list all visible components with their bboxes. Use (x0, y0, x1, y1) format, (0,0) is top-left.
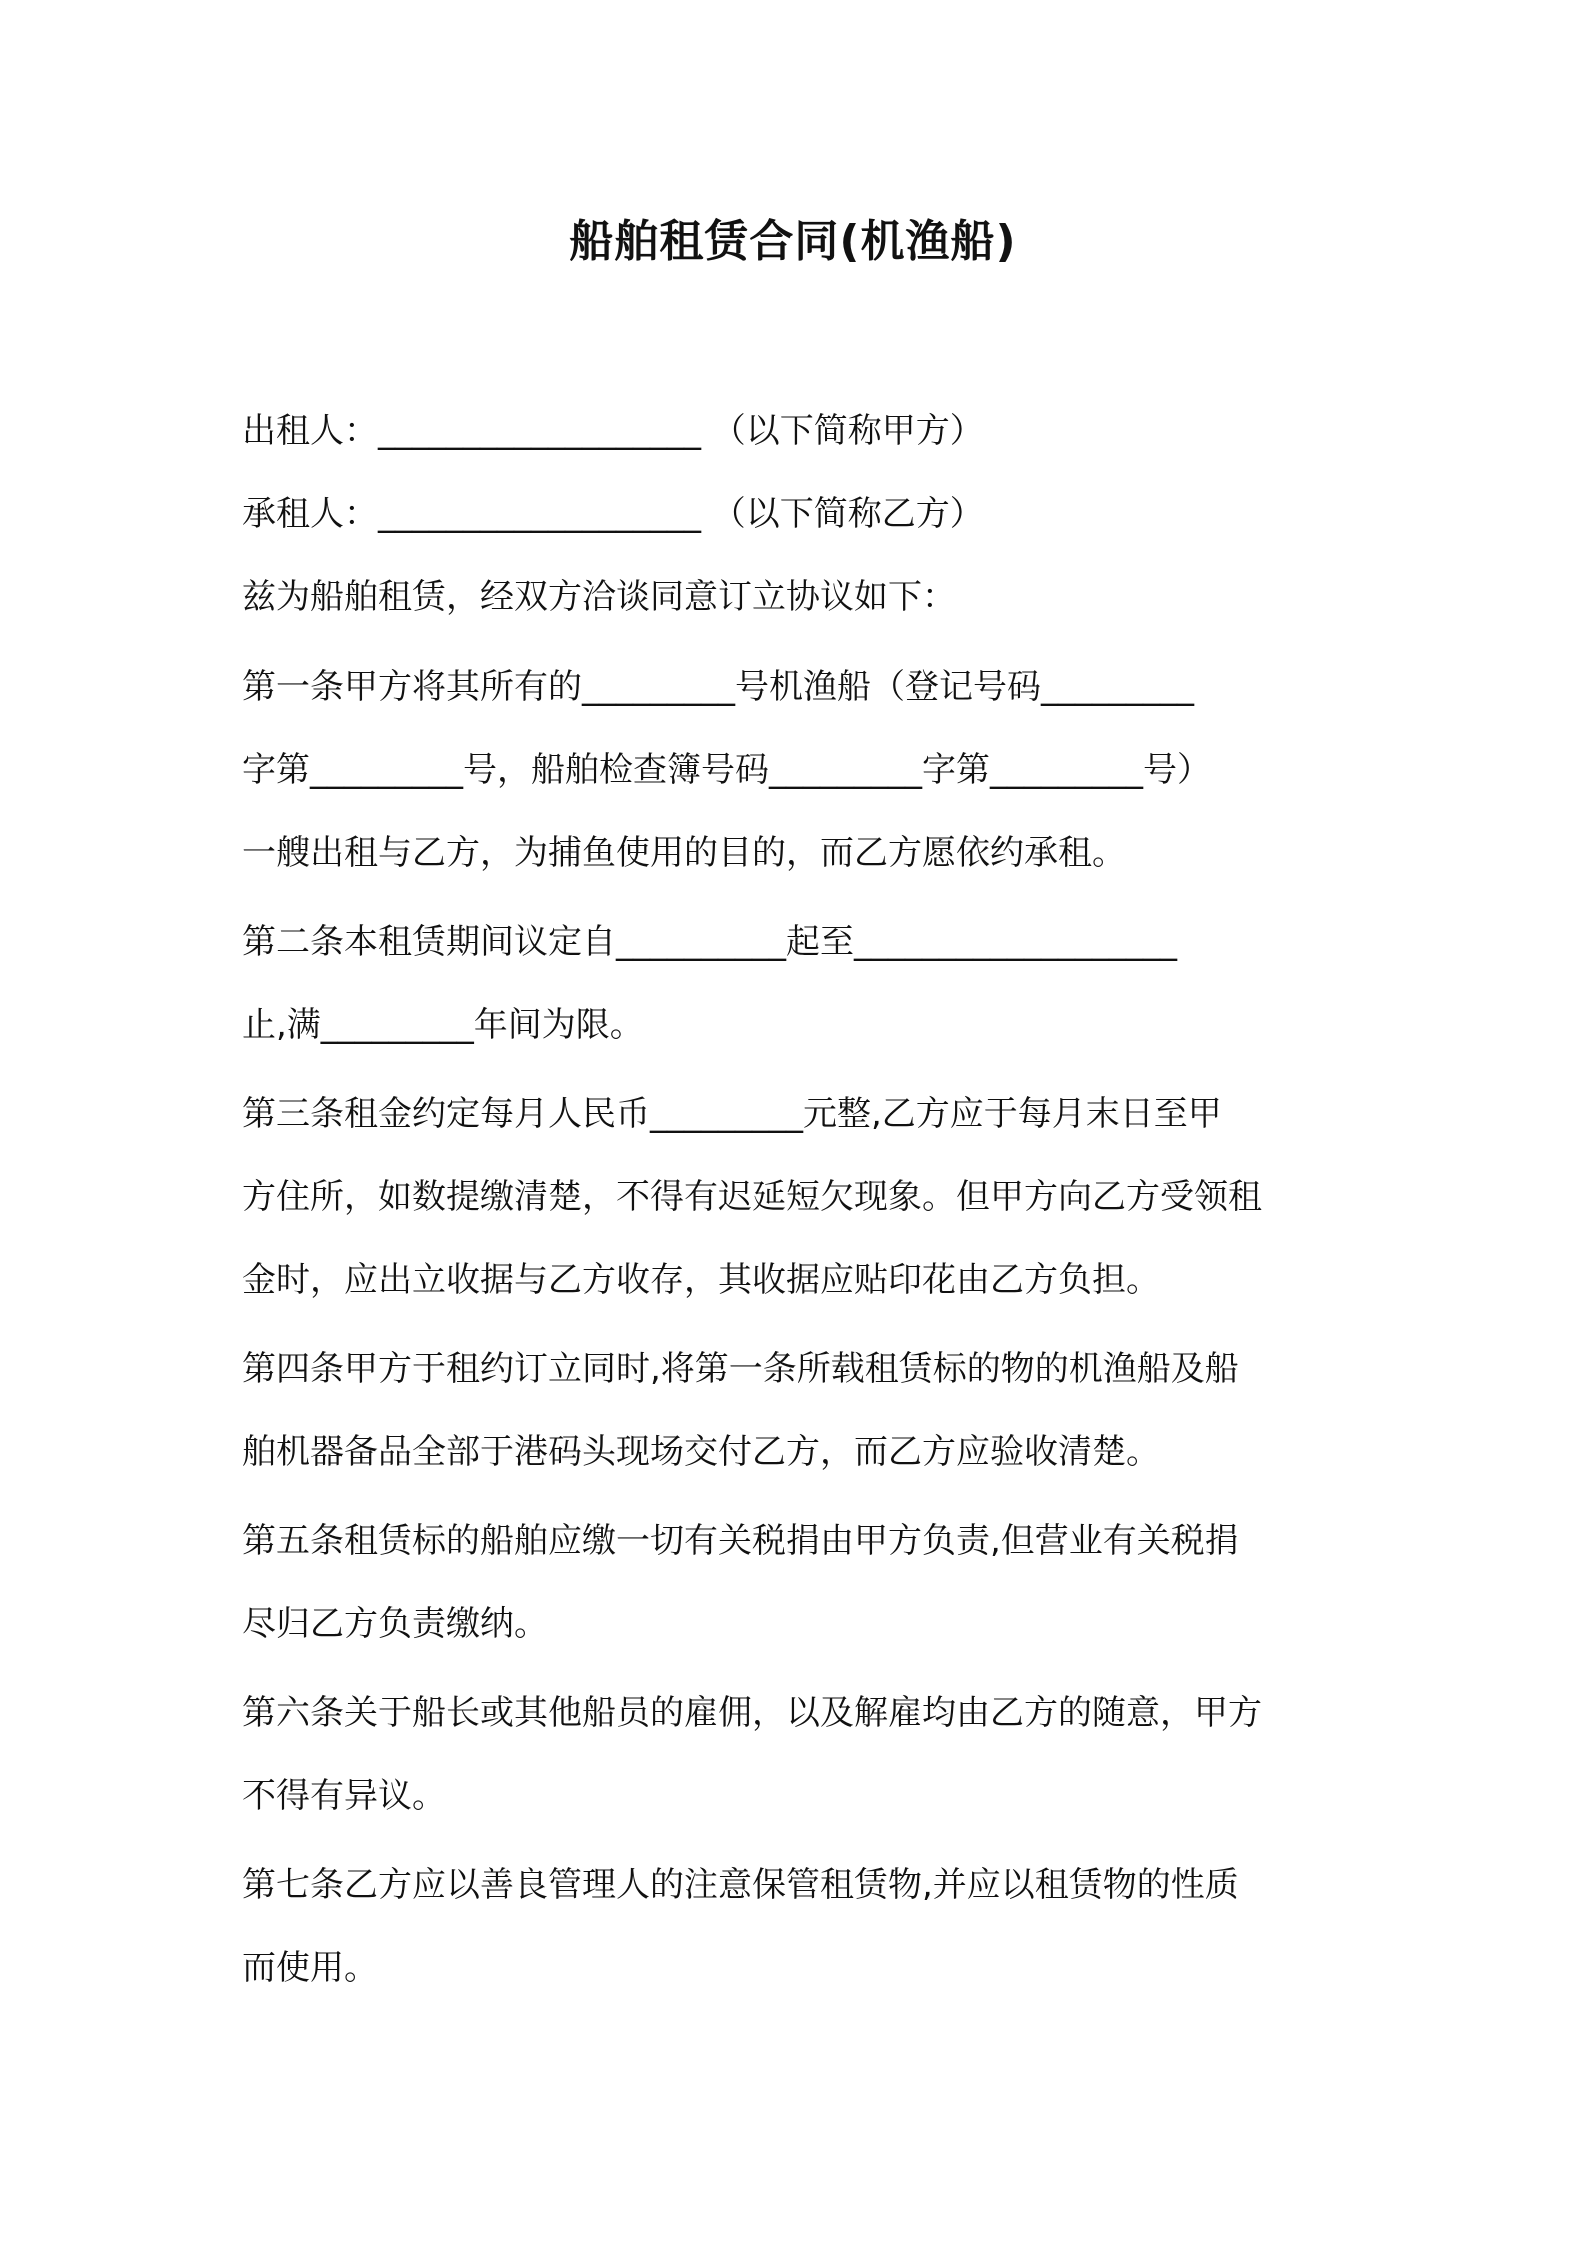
article-4-line-1: 第四条甲方于租约订立同时,将第一条所载租赁标的物的机渔船及船 (242, 1349, 1239, 1389)
article-3 (242, 1089, 1357, 1305)
lessee-line: 承租人：___________________ （以下简称乙方） (242, 494, 984, 534)
article-1-line-3: 一艘出租与乙方，为捕鱼使用的目的，而乙方愿依约承租。 (242, 833, 1126, 873)
document-body (242, 406, 1357, 1993)
article-4-line-2: 舶机器备品全部于港码头现场交付乙方，而乙方应验收清楚。 (242, 1432, 1160, 1472)
article-1-line-1: 第一条甲方将其所有的_________号机渔船（登记号码_________ (242, 667, 1194, 707)
article-1 (242, 662, 1357, 878)
lessor-line: 出租人：___________________ （以下简称甲方） (242, 411, 984, 451)
intro-line: 兹为船舶租赁，经双方洽谈同意订立协议如下： (242, 577, 956, 617)
article-2-line-1: 第二条本租赁期间议定自__________起至___________________ (242, 922, 1177, 962)
article-2-line-2: 止,满_________年间为限。 (242, 1005, 644, 1045)
article-5-line-2: 尽归乙方负责缴纳。 (242, 1604, 548, 1644)
article-3-line-3: 金时，应出立收据与乙方收存，其收据应贴印花由乙方负担。 (242, 1260, 1160, 1300)
article-5 (242, 1516, 1357, 1649)
article-7 (242, 1860, 1357, 1993)
article-3-line-1: 第三条租金约定每月人民币_________元整,乙方应于每月末日至甲 (242, 1094, 1222, 1134)
article-6-line-1: 第六条关于船长或其他船员的雇佣，以及解雇均由乙方的随意，甲方 (242, 1693, 1262, 1733)
document-title: 船舶租赁合同(机渔船) (569, 216, 1017, 267)
article-6-line-2: 不得有异议。 (242, 1776, 446, 1816)
article-7-line-1: 第七条乙方应以善良管理人的注意保管租赁物,并应以租赁物的性质 (242, 1865, 1239, 1905)
article-6 (242, 1688, 1357, 1821)
article-4 (242, 1344, 1357, 1477)
article-3-line-2: 方住所，如数提缴清楚，不得有迟延短欠现象。但甲方向乙方受领租 (242, 1177, 1262, 1217)
article-2 (242, 917, 1357, 1050)
article-7-line-2: 而使用。 (242, 1948, 378, 1988)
article-5-line-1: 第五条租赁标的船舶应缴一切有关税捐由甲方负责,但营业有关税捐 (242, 1521, 1239, 1561)
article-1-line-2: 字第_________号，船舶检查簿号码_________字第_________号） (242, 750, 1211, 790)
